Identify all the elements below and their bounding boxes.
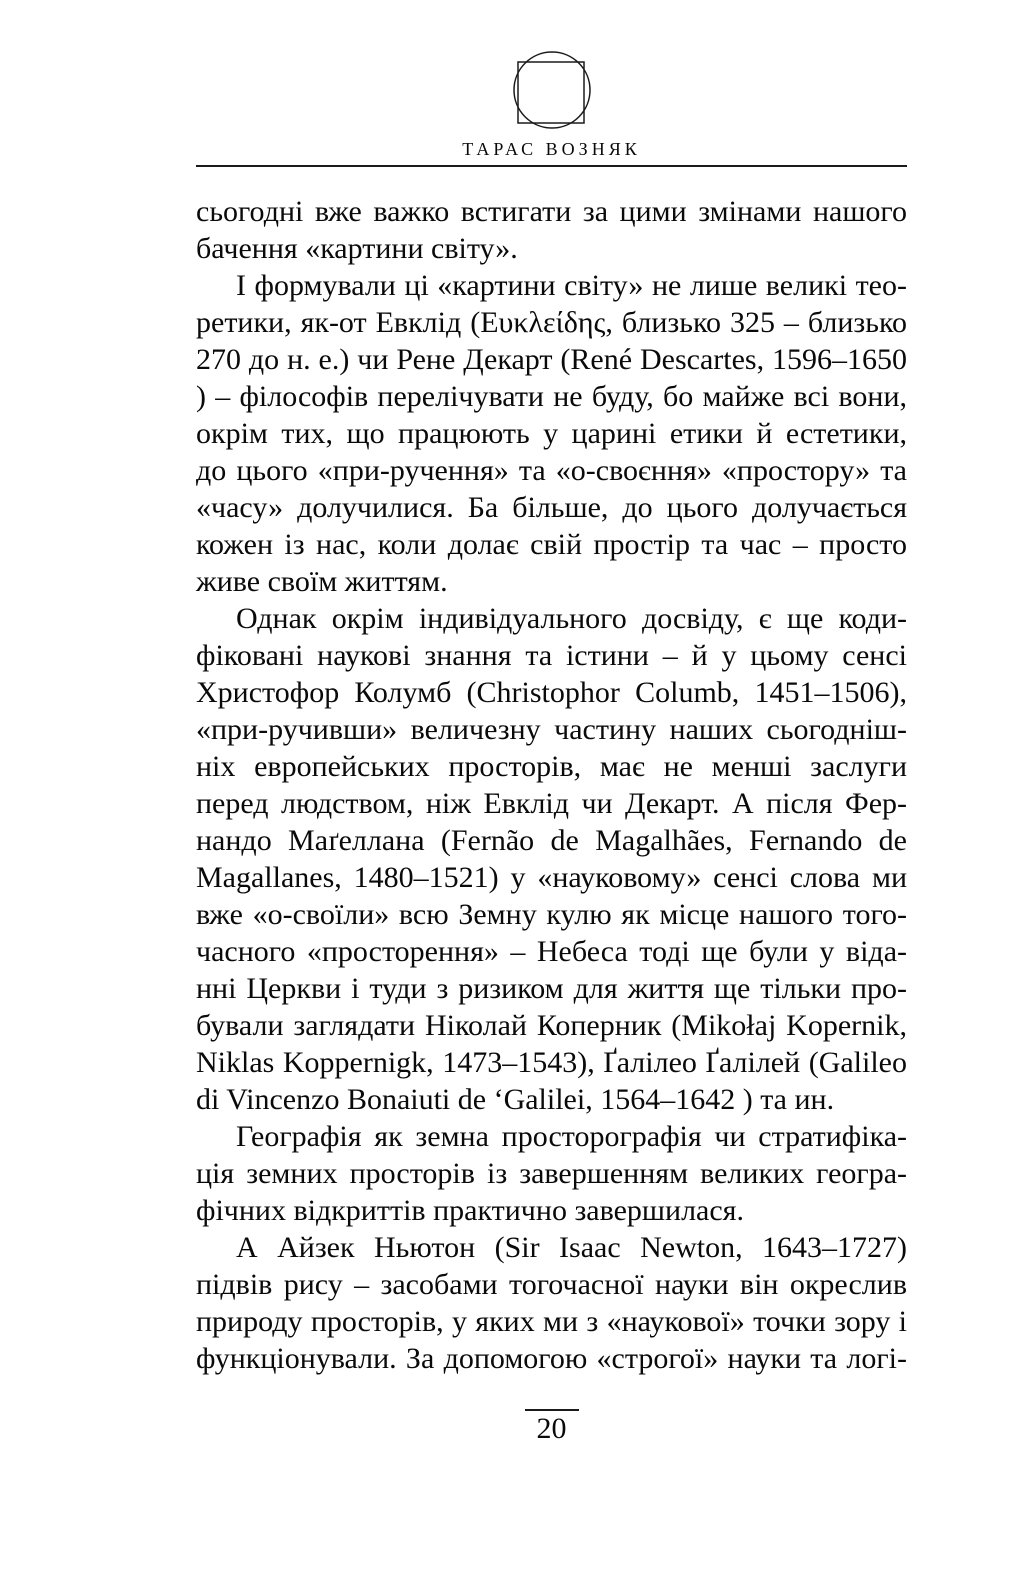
text-line: нні Церкви і туди з ризиком для життя ще тільки про- xyxy=(196,972,907,1005)
text-line: Magallanes, 1480–1521) у «науковому» сенсі слова ми xyxy=(196,861,907,894)
text-line: функціонували. За допомогою «строгої» науки та логі- xyxy=(196,1342,907,1375)
text-line: нандо Маґеллана (Fernão de Magalhães, Fernando de xyxy=(196,824,907,857)
text-line: І формували ці «картини світу» не лише великі тео- xyxy=(236,269,907,302)
logo-square xyxy=(518,62,584,123)
text-line: живе своїм життям. xyxy=(196,565,448,598)
body-text xyxy=(196,193,907,1377)
page-number-rule xyxy=(525,1409,579,1411)
text-line: ретики, як-от Евклід (Ευκλείδης, близько 325 – близько xyxy=(196,306,907,339)
text-line: ніх европейських просторів, має не менші заслуги xyxy=(196,750,907,783)
text-line: ) – філософів перелічувати не буду, бо майже всі вони, xyxy=(196,380,907,413)
text-line: вже «о-своїли» всю Земну кулю як місце нашого того- xyxy=(196,898,907,931)
author-name: ТАРАС ВОЗНЯК xyxy=(462,139,641,159)
text-line: фіковані наукові знання та істини – й у цьому сенсі xyxy=(196,639,907,672)
text-line: Христофор Колумб (Christophor Columb, 1451–1506), xyxy=(196,676,907,709)
book-page xyxy=(196,0,907,1377)
text-line: 270 до н. е.) чи Рене Декарт (René Descartes, 1596–1650 xyxy=(196,343,907,376)
header-rule xyxy=(196,165,907,167)
text-line: А Айзек Ньютон (Sir Isaac Newton, 1643–1727) xyxy=(236,1231,907,1264)
text-line: природу просторів, у яких ми з «наукової» точки зору і xyxy=(196,1305,907,1338)
text-line: di Vincenzo Bonaiuti de ‘Galilei, 1564–1642 ) та ин. xyxy=(196,1083,835,1116)
text-line: кожен із нас, коли долає свій простір та час – просто xyxy=(196,528,907,561)
text-line: до цього «при-ручення» та «о-своєння» «простору» та xyxy=(196,454,907,487)
text-line: окрім тих, що працюють у царині етики й естетики, xyxy=(196,417,907,450)
text-line: ція земних просторів із завершенням великих геогра- xyxy=(196,1157,907,1190)
text-line: Географія як земна просторографія чи стратифіка- xyxy=(236,1120,907,1153)
text-line: Однак окрім індивідуального досвіду, є ще коди- xyxy=(236,602,907,635)
text-line: бачення «картини світу». xyxy=(196,232,518,265)
text-line: підвів рису – засобами тогочасної науки він окреслив xyxy=(196,1268,907,1301)
text-line: часного «просторення» – Небеса тоді ще були у віда- xyxy=(196,935,907,968)
page-number: 20 xyxy=(536,1412,567,1445)
text-line: «часу» долучилися. Ба більше, до цього долучається xyxy=(196,491,907,524)
text-line: сьогодні вже важко встигати за цими змінами нашого xyxy=(196,195,907,228)
text-line: фічних відкриттів практично завершилася. xyxy=(196,1194,744,1227)
text-line: бували заглядати Ніколай Коперник (Mikołaj Kopernik, xyxy=(196,1009,907,1042)
text-line: перед людством, ніж Евклід чи Декарт. А після Фер- xyxy=(196,787,907,820)
text-line: Niklas Koppernigk, 1473–1543), Ґалілео Ґалілей (Galileo xyxy=(196,1046,907,1079)
text-line: «при-ручивши» величезну частину наших сьогодніш- xyxy=(196,713,907,746)
circle-square-logo xyxy=(492,50,612,132)
page-footer xyxy=(196,1409,907,1446)
logo-circle xyxy=(514,52,590,128)
